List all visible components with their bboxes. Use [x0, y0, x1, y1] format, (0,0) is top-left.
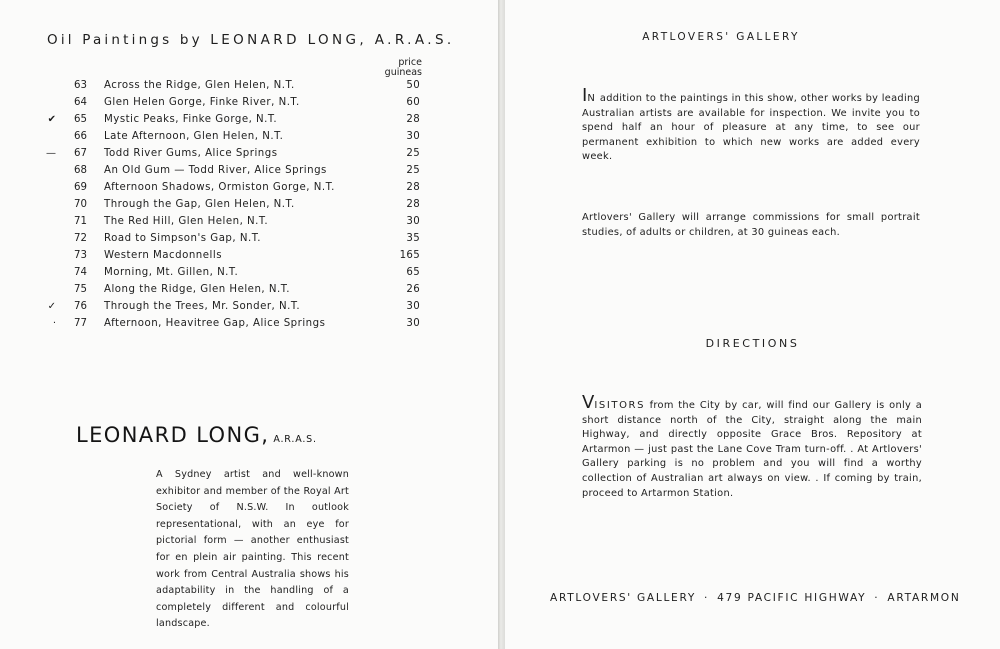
painting-row [30, 318, 430, 335]
artist-suffix: A.R.A.S. [273, 434, 317, 445]
painting-title: Across the Ridge, Glen Helen, N.T. [104, 80, 295, 91]
painting-title: Morning, Mt. Gillen, N.T. [104, 267, 239, 278]
painting-number: 71 [74, 216, 87, 227]
painting-number: 74 [74, 267, 87, 278]
painting-number: 68 [74, 165, 87, 176]
header-artist: LEONARD LONG, A.R.A.S. [210, 32, 455, 48]
painting-price: 30 [406, 318, 420, 329]
painting-number: 76 [74, 301, 87, 312]
painting-number: 69 [74, 182, 87, 193]
painting-row [30, 250, 430, 267]
painting-number: 70 [74, 199, 87, 210]
directions-text: from the City by car, will find our Gallery is only a short distance north of the City, straight along the main Highway, and directly opposite Grace Bros. Repository at Artarmon — just past the Lane Cove Tram turn-off. . At Artlovers' Gallery parking is no problem and you will find a worthy collection of Australian art always on view. . If coming by train, proceed to Artarmon Station. [582, 400, 922, 499]
painting-number: 77 [74, 318, 87, 329]
painting-number: 73 [74, 250, 87, 261]
painting-title: An Old Gum — Todd River, Alice Springs [104, 165, 327, 176]
painting-row [30, 148, 430, 165]
intro-dropcap: I [582, 85, 588, 106]
footer-suburb: ARTARMON [887, 592, 961, 604]
painting-title: Late Afternoon, Glen Helen, N.T. [104, 131, 284, 142]
painting-mark: · [52, 318, 56, 329]
painting-row [30, 199, 430, 216]
painting-price: 28 [406, 199, 420, 210]
artist-name: LEONARD LONG, [76, 423, 270, 447]
painting-price: 60 [406, 97, 420, 108]
painting-title: Through the Gap, Glen Helen, N.T. [104, 199, 295, 210]
painting-number: 67 [74, 148, 87, 159]
painting-number: 65 [74, 114, 87, 125]
painting-number: 72 [74, 233, 87, 244]
painting-price: 165 [399, 250, 420, 261]
artist-name-heading [76, 423, 317, 447]
directions-first-word: ISITORS [594, 400, 646, 411]
painting-row [30, 80, 430, 97]
left-page [0, 0, 498, 649]
painting-mark: — [46, 148, 56, 159]
directions-dropcap: V [582, 392, 595, 413]
painting-row [30, 131, 430, 148]
painting-title: Mystic Peaks, Finke Gorge, N.T. [104, 114, 278, 125]
directions-paragraph [582, 392, 922, 501]
footer-separator: · [874, 592, 880, 604]
painting-number: 63 [74, 80, 87, 91]
gallery-header: ARTLOVERS' GALLERY [642, 31, 800, 43]
footer-address: 479 PACIFIC HIGHWAY [717, 592, 867, 604]
painting-mark: ✓ [47, 301, 56, 312]
painting-title: Western Macdonnells [104, 250, 222, 261]
painting-price: 30 [406, 301, 420, 312]
painting-price: 50 [406, 80, 420, 91]
price-header-line: price [398, 57, 422, 68]
painting-row [30, 267, 430, 284]
painting-number: 75 [74, 284, 87, 295]
painting-number: 66 [74, 131, 87, 142]
painting-price: 25 [406, 148, 420, 159]
painting-price: 28 [406, 182, 420, 193]
painting-row [30, 182, 430, 199]
painting-row [30, 216, 430, 233]
painting-row [30, 233, 430, 250]
header-prefix: Oil Paintings by [47, 32, 203, 48]
painting-title: Along the Ridge, Glen Helen, N.T. [104, 284, 290, 295]
intro-text: addition to the paintings in this show, other works by leading Australian artists are available for inspection. We invite you to spend half an hour of pleasure at any time, to see our permanent exhibition to which new works are added every week. [582, 93, 920, 163]
painting-title: Glen Helen Gorge, Finke River, N.T. [104, 97, 300, 108]
price-column-header [378, 58, 422, 78]
painting-title: The Red Hill, Glen Helen, N.T. [104, 216, 269, 227]
artist-bio: A Sydney artist and well-known exhibitor and member of the Royal Art Society of N.S.W. In outlook representational, with an eye for pictorial form — another enthusiast for en plein air painting. This recent work from Central Australia shows his adaptability in the handling of a completely different and colourful landscape. [156, 469, 349, 630]
painting-row [30, 165, 430, 182]
painting-title: Road to Simpson's Gap, N.T. [104, 233, 261, 244]
painting-price: 25 [406, 165, 420, 176]
painting-price: 30 [406, 216, 420, 227]
page-gutter [498, 0, 505, 649]
painting-list [30, 80, 430, 335]
commissions-paragraph: Artlovers' Gallery will arrange commissions for small portrait studies, of adults or children, at 30 guineas each. [582, 212, 920, 238]
painting-row [30, 97, 430, 114]
painting-title: Afternoon, Heavitree Gap, Alice Springs [104, 318, 326, 329]
footer-gallery: ARTLOVERS' GALLERY [550, 592, 696, 604]
gallery-footer [550, 592, 960, 604]
painting-number: 64 [74, 97, 87, 108]
painting-title: Afternoon Shadows, Ormiston Gorge, N.T. [104, 182, 335, 193]
painting-price: 26 [406, 284, 420, 295]
directions-heading: DIRECTIONS [705, 337, 800, 350]
painting-price: 35 [406, 233, 420, 244]
painting-row [30, 301, 430, 318]
intro-paragraph [582, 85, 920, 165]
catalogue-header [47, 32, 455, 48]
painting-row [30, 114, 430, 131]
painting-price: 30 [406, 131, 420, 142]
footer-separator: · [704, 592, 710, 604]
intro-first-word: N [587, 93, 597, 104]
price-header-unit: guineas [384, 67, 422, 78]
painting-row [30, 284, 430, 301]
painting-price: 65 [406, 267, 420, 278]
painting-mark: ✔ [47, 114, 56, 125]
painting-title: Todd River Gums, Alice Springs [104, 148, 278, 159]
painting-price: 28 [406, 114, 420, 125]
right-page [505, 0, 1000, 649]
painting-title: Through the Trees, Mr. Sonder, N.T. [104, 301, 301, 312]
